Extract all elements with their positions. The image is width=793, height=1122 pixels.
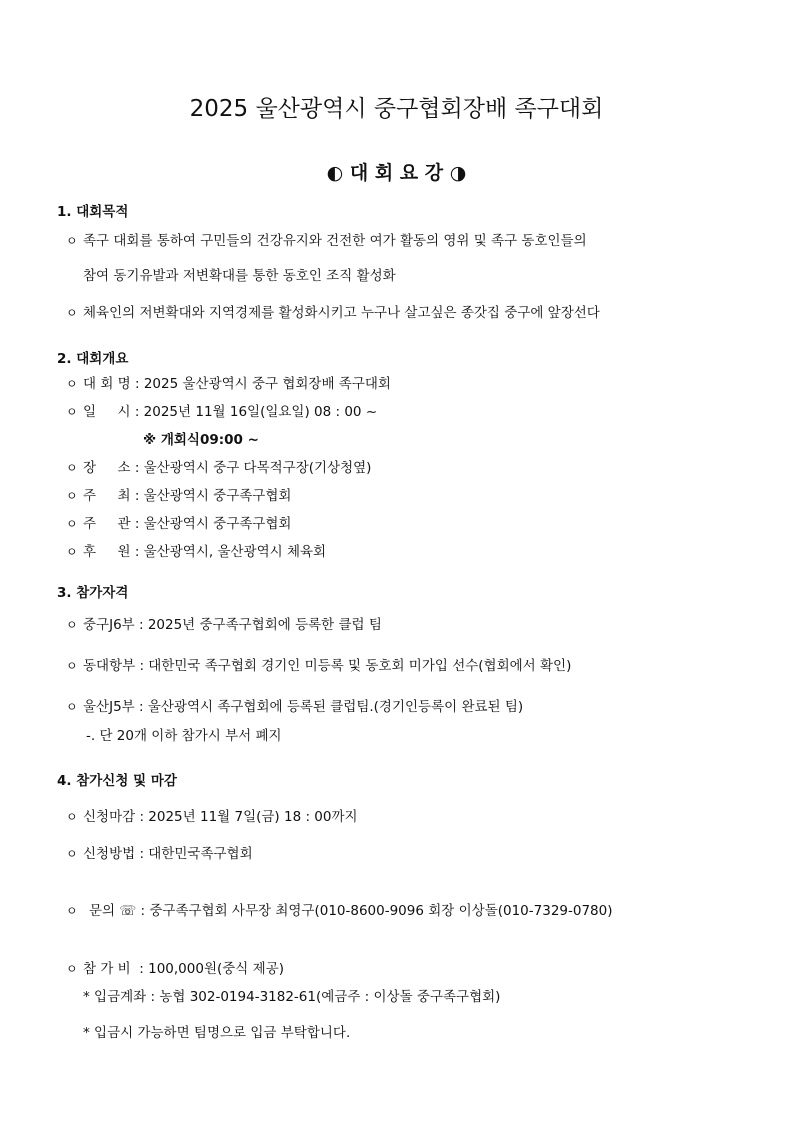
purpose-line-1: 족구 대회를 통하여 구민들의 건강유지와 건전한 여가 활동의 영위 및 족구 동호인들의	[83, 233, 587, 249]
bullet-icon: ㅇ	[66, 405, 78, 419]
bullet-icon: ㅇ	[66, 962, 78, 976]
overview-venue: 장 소 : 울산광역시 중구 다목적구장(기상청옆)	[83, 460, 372, 476]
application-fee: 참 가 비 : 100,000원(중식 제공)	[83, 961, 284, 977]
section-heading-overview: 2. 대회개요	[57, 351, 129, 367]
bullet-icon: ㅇ	[66, 517, 78, 531]
overview-event-name: 대 회 명 : 2025 울산광역시 중구 협회장배 족구대회	[83, 376, 391, 392]
overview-sponsor: 후 원 : 울산광역시, 울산광역시 체육회	[83, 544, 327, 560]
eligibility-note: -. 단 20개 이하 참가시 부서 폐지	[86, 728, 282, 744]
bullet-icon: ㅇ	[66, 461, 78, 475]
bullet-icon: ㅇ	[66, 489, 78, 503]
application-deadline: 신청마감 : 2025년 11월 7일(금) 18 : 00까지	[83, 809, 358, 825]
section-heading-application: 4. 참가신청 및 마감	[57, 773, 177, 789]
application-contact: 문의 ☏ : 중구족구협회 사무장 최영구(010-8600-9096 회장 이상돌(010-7329-0780)	[89, 903, 613, 919]
section-heading-purpose: 1. 대회목적	[57, 204, 129, 220]
bullet-icon: ㅇ	[66, 234, 78, 248]
eligibility-dong: 동대항부 : 대한민국 족구협회 경기인 미등록 및 동호회 미가입 선수(협회에서 확인)	[83, 658, 572, 674]
bullet-icon: ㅇ	[66, 618, 78, 632]
application-method: 신청방법 : 대한민국족구협회	[83, 846, 253, 862]
eligibility-j6: 중구J6부 : 2025년 중구족구협회에 등록한 클럽 팀	[83, 617, 382, 633]
bullet-icon: ㅇ	[66, 306, 78, 320]
bullet-icon: ㅇ	[66, 904, 78, 918]
document-subtitle: ◐ 대 회 요 강 ◑	[326, 162, 467, 184]
bullet-icon: ㅇ	[66, 545, 78, 559]
overview-opening-ceremony: ※ 개회식09:00 ~	[143, 432, 259, 448]
overview-host: 주 최 : 울산광역시 중구족구협회	[83, 488, 292, 504]
bullet-icon: ㅇ	[66, 810, 78, 824]
purpose-line-2: 참여 동기유발과 저변확대를 통한 동호인 조직 활성화	[83, 268, 396, 284]
overview-organizer: 주 관 : 울산광역시 중구족구협회	[83, 516, 292, 532]
purpose-line-3: 체육인의 저변확대와 지역경제를 활성화시키고 누구나 살고싶은 종갓집 중구에 앞장선다	[83, 305, 600, 321]
eligibility-j5: 울산J5부 : 울산광역시 족구협회에 등록된 클럽팀.(경기인등록이 완료된 팀)	[83, 699, 524, 715]
bullet-icon: ㅇ	[66, 700, 78, 714]
bullet-icon: ㅇ	[66, 659, 78, 673]
bullet-icon: ㅇ	[66, 847, 78, 861]
overview-date: 일 시 : 2025년 11월 16일(일요일) 08 : 00 ~	[83, 404, 378, 420]
bullet-icon: ㅇ	[66, 377, 78, 391]
application-bank-account: * 입금계좌 : 농협 302-0194-3182-61(예금주 : 이상돌 중구족구협회)	[83, 989, 501, 1005]
application-payment-note: * 입금시 가능하면 팀명으로 입금 부탁합니다.	[83, 1025, 351, 1041]
document-title: 2025 울산광역시 중구협회장배 족구대회	[189, 96, 604, 122]
section-heading-eligibility: 3. 참가자격	[57, 585, 129, 601]
